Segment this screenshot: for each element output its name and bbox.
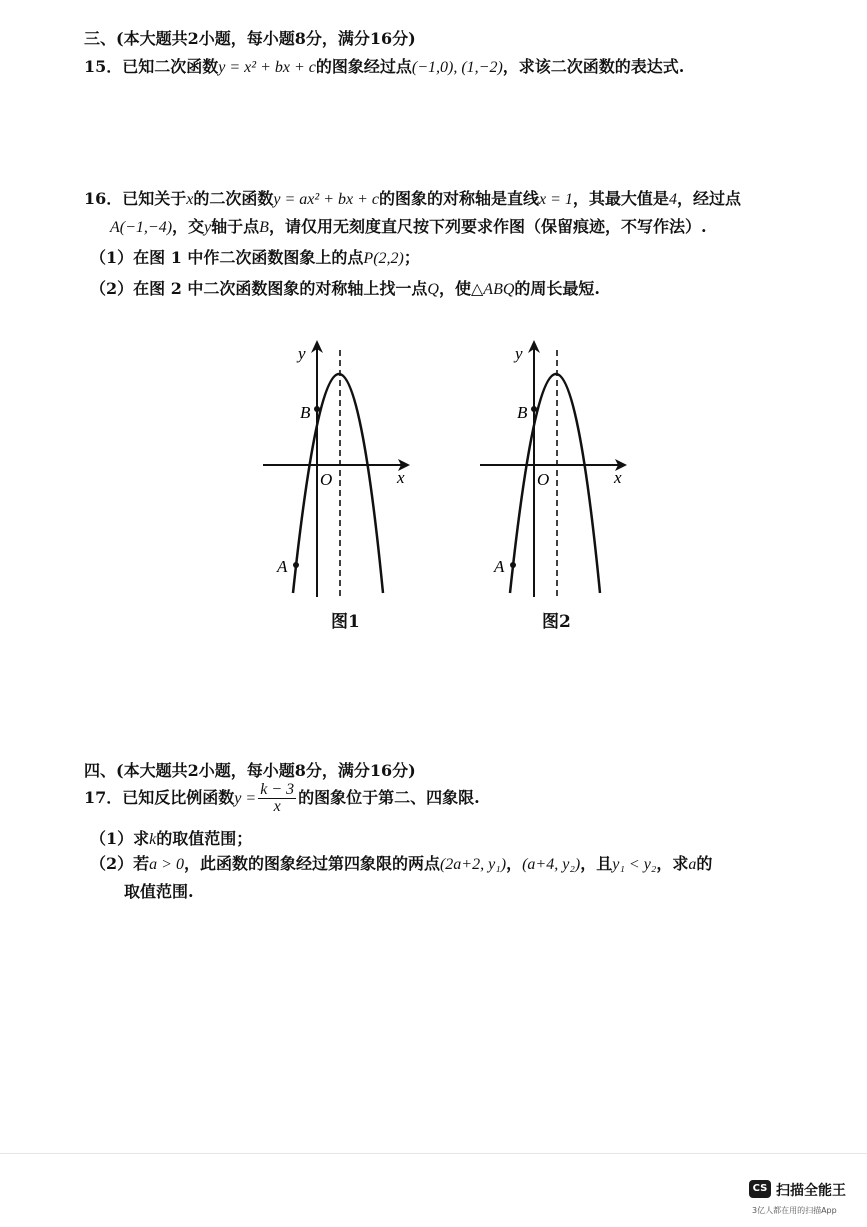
q16-text: ，交 bbox=[172, 217, 205, 236]
q16-text: ； bbox=[403, 248, 420, 267]
question-17 bbox=[84, 782, 480, 815]
point-a-marker bbox=[510, 562, 516, 568]
figure-1-graph bbox=[255, 335, 425, 605]
q15-formula: y = x² + bx + c bbox=[218, 59, 316, 76]
q17-suffix: 的图象位于第二、四象限. bbox=[298, 788, 480, 807]
question-16-part-1 bbox=[90, 245, 420, 268]
q17-lhs: y = bbox=[234, 790, 257, 807]
q16-text: ，使△ bbox=[438, 279, 484, 298]
point-a-marker bbox=[293, 562, 299, 568]
footer-divider bbox=[0, 1153, 867, 1154]
q16-text: ，其最大值是 bbox=[572, 189, 669, 208]
q16-formula: y = ax² + bx + c bbox=[273, 191, 379, 208]
y-axis-label: y bbox=[298, 344, 306, 363]
q16-var-y: y bbox=[204, 219, 212, 236]
x-axis-label: x bbox=[397, 468, 405, 487]
point-b-label: B bbox=[300, 403, 311, 422]
question-16-part-2 bbox=[90, 276, 600, 299]
q16-text: （1）在图 1 中作二次函数图象上的点 bbox=[90, 248, 364, 267]
question-16-line-2 bbox=[110, 214, 707, 237]
point-b-marker bbox=[314, 406, 320, 412]
question-17-part-1 bbox=[90, 826, 252, 849]
q17-text: ，此函数的图象经过第四象限的两点 bbox=[183, 854, 440, 873]
q17-fraction bbox=[258, 782, 296, 815]
q16-text: （2）在图 2 中二次函数图象的对称轴上找一点 bbox=[90, 279, 428, 298]
q17-numerator: k − 3 bbox=[260, 781, 295, 798]
figure-1-caption: 图1 bbox=[331, 612, 360, 632]
q17-denominator: x bbox=[273, 798, 281, 815]
q16-point-q: Q bbox=[427, 281, 439, 298]
q16-text: 16．已知关于 bbox=[84, 189, 187, 208]
q16-text: 轴于点 bbox=[211, 217, 260, 236]
figure-2-caption: 图2 bbox=[542, 612, 571, 632]
point-a-label: A bbox=[494, 557, 505, 576]
figure-1 bbox=[255, 335, 425, 605]
q16-text: ，经过点 bbox=[676, 189, 741, 208]
q16-point-p: P(2,2) bbox=[363, 250, 404, 267]
q17-point-1: (2a+2, y₁) bbox=[439, 856, 507, 873]
question-16-line-1 bbox=[84, 186, 741, 209]
q15-suffix: ，求该二次函数的表达式. bbox=[502, 57, 685, 76]
q17-text: 的取值范围； bbox=[156, 829, 253, 848]
scanner-logo-icon: CS bbox=[749, 1180, 771, 1198]
q17-var-k: k bbox=[149, 831, 157, 848]
scanner-tagline: 3亿人都在用的扫描App bbox=[752, 1206, 837, 1215]
point-b-label: B bbox=[517, 403, 528, 422]
q17-inequality: y₁ < y₂ bbox=[612, 856, 657, 873]
q16-max: 4 bbox=[668, 191, 677, 208]
q16-text: ，请仅用无刻度直尺按下列要求作图（保留痕迹，不写作法）. bbox=[268, 217, 707, 236]
question-17-part-2-line-2: 取值范围. bbox=[124, 882, 194, 901]
section-4-heading: 四、(本大题共2小题，每小题8分，满分16分) bbox=[84, 761, 416, 780]
q17-text: ，且 bbox=[580, 854, 613, 873]
section-3-heading: 三、(本大题共2小题，每小题8分，满分16分) bbox=[84, 29, 416, 48]
q17-point-2: (a+4, y₂) bbox=[522, 856, 581, 873]
q17-condition: a > 0 bbox=[149, 856, 184, 873]
q17-text: ， bbox=[506, 854, 523, 873]
q16-text: 的图象的对称轴是直线 bbox=[379, 189, 540, 208]
q15-points: (−1,0), (1,−2) bbox=[411, 59, 503, 76]
question-17-part-2 bbox=[90, 851, 712, 874]
figure-2-graph bbox=[472, 335, 642, 605]
q16-axis: x = 1 bbox=[539, 191, 573, 208]
q16-point-b: B bbox=[259, 219, 269, 236]
q17-text: （2）若 bbox=[90, 854, 150, 873]
q17-var-a: a bbox=[688, 856, 697, 873]
q16-text: 的二次函数 bbox=[193, 189, 274, 208]
scanner-brand: 扫描全能王 bbox=[776, 1183, 846, 1199]
origin-label: O bbox=[537, 470, 550, 489]
q17-text: ，求 bbox=[656, 854, 689, 873]
q16-triangle: ABQ bbox=[483, 281, 515, 298]
q16-text: 的周长最短. bbox=[514, 279, 600, 298]
figure-2 bbox=[472, 335, 642, 605]
q15-prefix: 15．已知二次函数 bbox=[84, 57, 219, 76]
q17-prefix: 17．已知反比例函数 bbox=[84, 788, 235, 807]
point-b-marker bbox=[531, 406, 537, 412]
q16-point-a: A(−1,−4) bbox=[110, 219, 173, 236]
q17-text: 的 bbox=[696, 854, 713, 873]
point-a-label: A bbox=[277, 557, 288, 576]
q15-middle: 的图象经过点 bbox=[315, 57, 412, 76]
question-15 bbox=[84, 54, 684, 77]
x-axis-label: x bbox=[614, 468, 622, 487]
origin-label: O bbox=[320, 470, 333, 489]
q16-var-x: x bbox=[186, 191, 194, 208]
q17-text: （1）求 bbox=[90, 829, 150, 848]
y-axis-label: y bbox=[515, 344, 523, 363]
